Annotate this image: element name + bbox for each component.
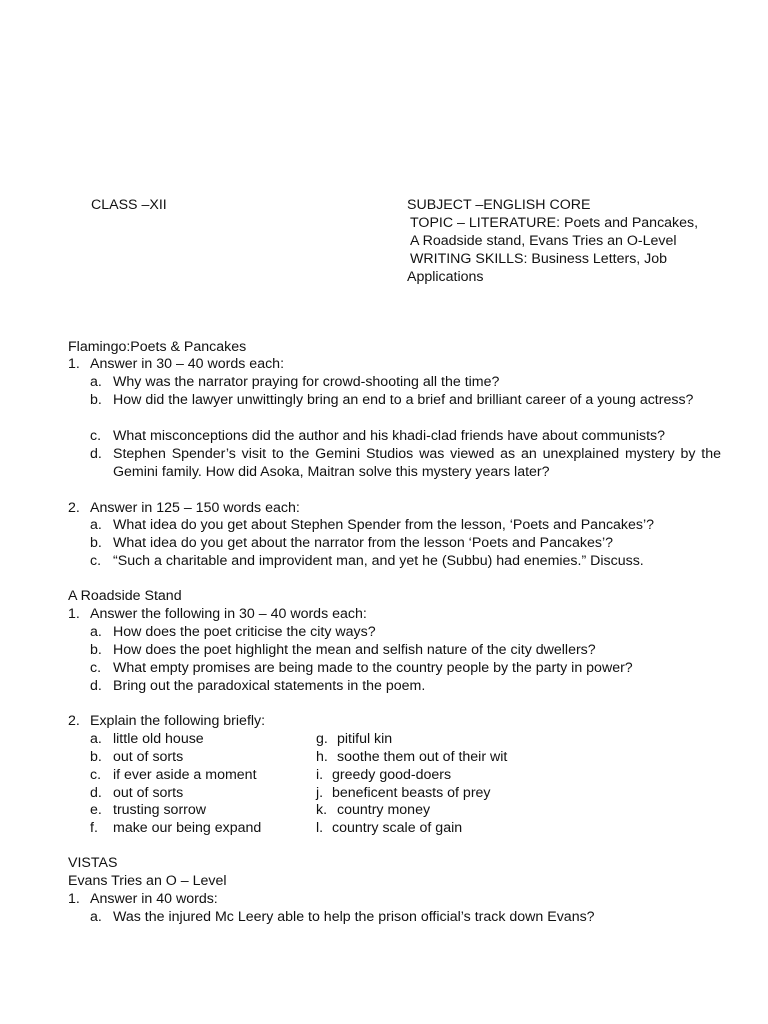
item-text: soothe them out of their wit: [337, 749, 508, 765]
item-text: out of sorts: [113, 785, 184, 801]
item-text: country money: [337, 802, 431, 818]
question-text: Answer the following in 30 – 40 words each:: [90, 606, 367, 622]
item-text: What idea do you get about the narrator from the lesson ‘Poets and Pancakes’?: [113, 535, 614, 551]
question-heading: [0, 712, 768, 730]
item-marker: b.: [90, 749, 102, 765]
item-text: How does the poet criticise the city ways?: [113, 624, 376, 640]
list-item: [0, 908, 768, 926]
item-marker: e.: [90, 802, 102, 818]
item-marker: a.: [90, 731, 102, 747]
two-column-row: [0, 748, 768, 766]
item-text: What misconceptions did the author and his khadi-clad friends have about communists?: [113, 428, 666, 444]
topic-line-4: Applications: [407, 269, 484, 285]
question-heading: [0, 355, 768, 373]
item-marker: g.: [316, 731, 328, 747]
item-text: What idea do you get about Stephen Spender from the lesson, ‘Poets and Pancakes’?: [113, 517, 655, 533]
question-number: 1.: [68, 356, 80, 372]
topic-line-3: WRITING SKILLS: Business Letters, Job: [410, 251, 668, 267]
item-text: make our being expand: [113, 820, 262, 836]
item-marker: b.: [90, 392, 102, 408]
item-text: Stephen Spender’s visit to the Gemini Studios was viewed as an unexplained mystery by the Gemini family. How did Asoka, Maitran solve this mystery years later?: [113, 446, 721, 480]
item-text: country scale of gain: [332, 820, 463, 836]
item-text: if ever aside a moment: [113, 767, 257, 783]
item-text: Was the injured Mc Leery able to help the prison official’s track down Evans?: [113, 909, 595, 925]
item-marker: j.: [316, 785, 324, 801]
item-text: Why was the narrator praying for crowd-shooting all the time?: [113, 374, 500, 390]
item-marker: c.: [90, 767, 102, 783]
list-item: [0, 534, 768, 552]
topic-line-2: A Roadside stand, Evans Tries an O-Level: [410, 233, 677, 249]
section-heading-roadside-stand: A Roadside Stand: [68, 588, 182, 604]
section-heading-poets-pancakes: Flamingo:Poets & Pancakes: [68, 339, 247, 355]
two-column-row: [0, 784, 768, 802]
question-heading: [0, 605, 768, 623]
class-label: CLASS –XII: [91, 197, 167, 213]
item-marker: b.: [90, 642, 102, 658]
item-marker: f.: [90, 820, 98, 836]
question-number: 1.: [68, 606, 80, 622]
question-heading: [0, 890, 768, 908]
two-column-row: [0, 730, 768, 748]
item-text: pitiful kin: [337, 731, 393, 747]
item-marker: i.: [316, 767, 324, 783]
question-heading: [0, 499, 768, 517]
item-marker: c.: [90, 553, 102, 569]
item-marker: h.: [316, 749, 328, 765]
list-item: [0, 677, 768, 695]
list-item: [0, 623, 768, 641]
list-item: [0, 373, 768, 391]
item-text: greedy good-doers: [332, 767, 452, 783]
item-marker: k.: [316, 802, 328, 818]
item-text: How did the lawyer unwittingly bring an end to a brief and brilliant career of a young actress?: [113, 392, 694, 408]
question-text: Answer in 125 – 150 words each:: [90, 500, 300, 516]
item-text: little old house: [113, 731, 204, 747]
item-marker: l.: [316, 820, 324, 836]
question-number: 1.: [68, 891, 80, 907]
two-column-row: [0, 819, 768, 837]
item-marker: a.: [90, 909, 102, 925]
item-text: “Such a charitable and improvident man, and yet he (Subbu) had enemies.” Discuss.: [113, 553, 644, 569]
item-marker: a.: [90, 374, 102, 390]
item-marker: c.: [90, 660, 102, 676]
two-column-row: [0, 766, 768, 784]
item-marker: c.: [90, 428, 102, 444]
list-item: [0, 659, 768, 677]
section-heading-vistas: VISTAS: [68, 855, 118, 871]
question-text: Answer in 40 words:: [90, 891, 218, 907]
two-column-row: [0, 801, 768, 819]
item-text: out of sorts: [113, 749, 184, 765]
item-text: Bring out the paradoxical statements in the poem.: [113, 678, 426, 694]
item-text: beneficent beasts of prey: [332, 785, 491, 801]
item-marker: a.: [90, 517, 102, 533]
item-marker: d.: [90, 678, 102, 694]
item-marker: a.: [90, 624, 102, 640]
item-marker: d.: [90, 446, 102, 462]
question-text: Explain the following briefly:: [90, 713, 266, 729]
item-text: How does the poet highlight the mean and selfish nature of the city dwellers?: [113, 642, 596, 658]
item-text: What empty promises are being made to the country people by the party in power?: [113, 660, 633, 676]
subject-label: SUBJECT –ENGLISH CORE: [407, 197, 591, 213]
list-item: [0, 427, 768, 445]
item-text: trusting sorrow: [113, 802, 207, 818]
section-subheading-evans: Evans Tries an O – Level: [68, 873, 227, 889]
item-marker: d.: [90, 785, 102, 801]
question-number: 2.: [68, 500, 80, 516]
list-item: [0, 516, 768, 534]
question-text: Answer in 30 – 40 words each:: [90, 356, 285, 372]
item-marker: b.: [90, 535, 102, 551]
list-item: [0, 552, 768, 570]
question-number: 2.: [68, 713, 80, 729]
list-item: [0, 641, 768, 659]
topic-line-1: TOPIC – LITERATURE: Poets and Pancakes,: [410, 215, 699, 231]
